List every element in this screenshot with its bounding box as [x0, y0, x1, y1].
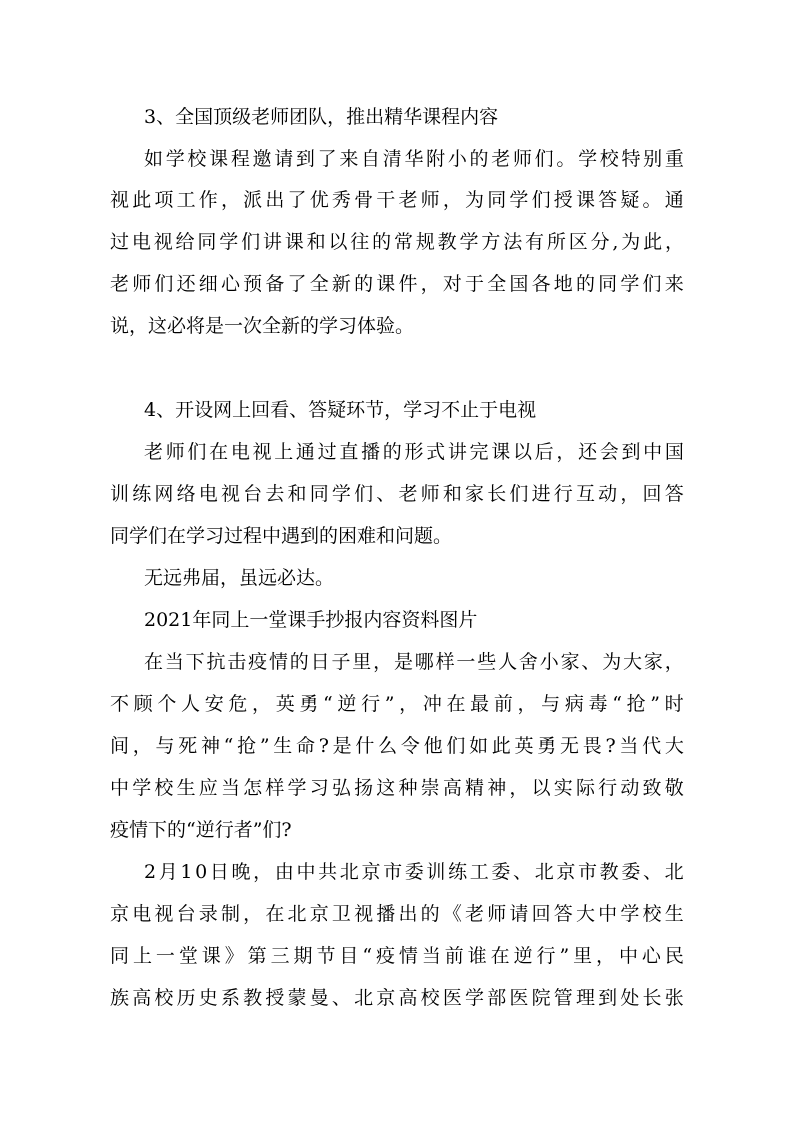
text-line: 2021年同上一堂课手抄报内容资料图片	[144, 609, 478, 631]
text-line: 训 练 网 络 电 视 台 去 和 同 学 们 、 老 师 和 家 长 们 进 行 互 动 ， 回 答	[110, 483, 684, 505]
text-line: 如 学 校 课 程 邀 请 到 了 来 自 清 华 附 小 的 老 师 们 。 学 校 特 别 重	[144, 148, 684, 170]
text-line: 老 师 们 还 细 心 预 备 了 全 新 的 课 件 ， 对 于 全 国 各 地 的 同 学 们 来	[110, 273, 684, 295]
text-line: 2 月 1 0 日 晚 ， 由 中 共 北 京 市 委 训 练 工 委 、 北 京 市 教 委 、 北	[144, 861, 684, 883]
text-line: 不 顾 个 人 安 危 ， 英 勇 “ 逆 行 ” ， 冲 在 最 前 ， 与 病 毒 “ 抢 ” 时	[110, 693, 684, 715]
text-line: 视 此 项 工 作 ， 派 出 了 优 秀 骨 干 老 师 ， 为 同 学 们 授 课 答 疑 。 通	[110, 189, 684, 211]
text-line: 同学们在学习过程中遇到的困难和问题。	[110, 525, 453, 547]
text-line: 过 电 视 给 同 学 们 讲 课 和 以 往 的 常 规 教 学 方 法 有 所 区 分 , 为 此 ，	[110, 231, 684, 253]
text-line: 在 当 下 抗 击 疫 情 的 日 子 里 ， 是 哪 样 一 些 人 舍 小 家 、 为 大 家 ，	[144, 651, 684, 673]
text-line: 3、全国顶级老师团队，推出精华课程内容	[144, 106, 499, 128]
text-line: 疫情下的“逆行者”们?	[110, 819, 292, 841]
text-line: 族 高 校 历 史 系 教 授 蒙 曼 、 北 京 高 校 医 学 部 医 院 管 理 到 处 长 张	[110, 987, 684, 1009]
text-line: 4、开设网上回看、答疑环节，学习不止于电视	[144, 399, 537, 421]
text-line: 间 ， 与 死 神 “ 抢 ” 生 命 ? 是 什 么 令 他 们 如 此 英 勇 无 畏 ? 当 代 大	[110, 735, 684, 757]
text-line: 同 上 一 堂 课 》 第 三 期 节 目 “ 疫 情 当 前 谁 在 逆 行 ” 里 ， 中 心 民	[110, 945, 684, 967]
text-line: 老 师 们 在 电 视 上 通 过 直 播 的 形 式 讲 完 课 以 后 ， 还 会 到 中 国	[144, 441, 684, 463]
text-line: 中 学 校 生 应 当 怎 样 学 习 弘 扬 这 种 崇 高 精 神 ， 以 实 际 行 动 致 敬	[110, 777, 684, 799]
text-line: 说，这必将是一次全新的学习体验。	[110, 315, 415, 337]
text-line: 京 电 视 台 录 制 ， 在 北 京 卫 视 播 出 的 《 老 师 请 回 答 大 中 学 校 生	[110, 903, 684, 925]
text-line: 无远弗届，虽远必达。	[144, 567, 335, 589]
